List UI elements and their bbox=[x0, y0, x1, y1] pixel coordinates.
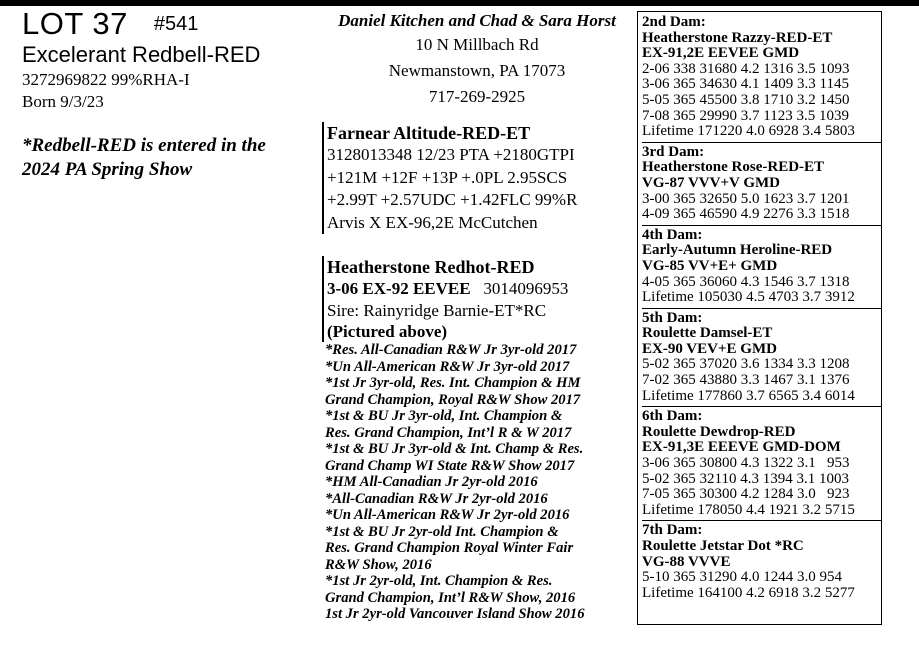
award-line: *1st & BU Jr 3yr-old & Int. Champ & Res. bbox=[325, 441, 584, 457]
show-entry-note: *Redbell-RED is entered in the 2024 PA Spring Show bbox=[22, 135, 266, 180]
award-line: Res. Grand Champion Royal Winter Fair bbox=[325, 540, 574, 556]
dam-label: 7th Dam: bbox=[642, 522, 703, 539]
production-record: 7-02 365 43880 3.3 1467 3.1 1376 bbox=[642, 372, 850, 389]
production-record: 7-08 365 29990 3.7 1123 3.5 1039 bbox=[642, 107, 849, 124]
dam-name: Heatherstone Rose-RED-ET bbox=[642, 159, 825, 176]
production-record: 5-05 365 45500 3.8 1710 3.2 1450 bbox=[642, 91, 850, 108]
production-record: 2-06 338 31680 4.2 1316 3.5 1093 bbox=[642, 60, 850, 77]
lot-number: #541 bbox=[153, 13, 199, 35]
dam-classification: VG-87 VVV+V GMD bbox=[642, 174, 780, 191]
consignor-phone: 717-269-2925 bbox=[428, 87, 526, 106]
animal-name: Excelerant Redbell-RED bbox=[22, 42, 261, 67]
dam-classification: EX-91,3E EEEVE GMD-DOM bbox=[642, 439, 841, 456]
award-line: Res. Grand Champion, Int’l R & W 2017 bbox=[325, 424, 572, 441]
lot-header bbox=[22, 6, 198, 42]
dam-classification: VG-88 VVVE bbox=[642, 553, 731, 570]
award-line: Grand Champ WI State R&W Show 2017 bbox=[325, 457, 575, 474]
dam-block bbox=[322, 256, 637, 342]
consignor-address-1: 10 N Millbach Rd bbox=[415, 35, 539, 54]
sire-line: Arvis X EX-96,2E McCutchen bbox=[327, 212, 538, 232]
dam-classification: VG-85 VV+E+ GMD bbox=[642, 257, 778, 274]
dam-label: 2nd Dam: bbox=[642, 14, 706, 30]
award-line: *HM All-Canadian Jr 2yr-old 2016 bbox=[325, 474, 538, 490]
production-record: 3-06 365 30800 4.3 1322 3.1 953 bbox=[642, 455, 850, 472]
award-line: R&W Show, 2016 bbox=[325, 556, 432, 573]
dam-classification: EX-90 VEV+E GMD bbox=[642, 340, 777, 357]
award-line: *1st Jr 2yr-old, Int. Champion & Res. bbox=[325, 573, 553, 589]
award-line: Grand Champion, Int’l R&W Show, 2016 bbox=[325, 589, 576, 606]
award-line: *Res. All-Canadian R&W Jr 3yr-old 2017 bbox=[325, 342, 577, 358]
consignor-name: Daniel Kitchen and Chad & Sara Horst bbox=[338, 11, 616, 30]
registration-line: 3272969822 99%RHA-I bbox=[22, 70, 190, 89]
production-record: 4-09 365 46590 4.9 2276 3.3 1518 bbox=[642, 206, 850, 223]
dam-section-2nd bbox=[642, 15, 881, 140]
dam-section-4th bbox=[642, 225, 881, 306]
dam-name: Early-Autumn Heroline-RED bbox=[642, 242, 833, 259]
production-record: 5-02 365 32110 4.3 1394 3.1 1003 bbox=[642, 470, 849, 487]
dam-id: 3014096953 bbox=[483, 279, 569, 298]
dam-awards-list bbox=[325, 342, 635, 623]
consignor-block bbox=[322, 10, 632, 110]
dam-name: Heatherstone Razzy-RED-ET bbox=[642, 29, 833, 46]
dam-label: 6th Dam: bbox=[642, 408, 703, 425]
dam-name: Heatherstone Redhot-RED bbox=[327, 257, 535, 277]
sire-line: 3128013348 12/23 PTA +2180GTPI bbox=[327, 145, 575, 164]
sire-name: Farnear Altitude-RED-ET bbox=[327, 123, 531, 143]
dam-label: 5th Dam: bbox=[642, 309, 703, 326]
lifetime-record: Lifetime 178050 4.4 1921 3.2 5715 bbox=[642, 501, 855, 518]
dam-classification: EX-91,2E EEVEE GMD bbox=[642, 45, 800, 62]
sire-line: +121M +12F +13P +.0PL 2.95SCS bbox=[327, 167, 568, 187]
production-record: 3-06 365 34630 4.1 1409 3.3 1145 bbox=[642, 76, 849, 93]
production-record: 4-05 365 36060 4.3 1546 3.7 1318 bbox=[642, 273, 850, 290]
dam-sire: Sire: Rainyridge Barnie-ET*RC bbox=[327, 301, 547, 320]
dam-classification: 3-06 EX-92 EEVEE bbox=[327, 279, 471, 298]
consignor-address-2: Newmanstown, PA 17073 bbox=[388, 61, 566, 80]
lifetime-record: Lifetime 105030 4.5 4703 3.7 3912 bbox=[642, 289, 855, 306]
pictured-note: (Pictured above) bbox=[327, 322, 448, 341]
lifetime-record: Lifetime 164100 4.2 6918 3.2 5277 bbox=[642, 584, 855, 601]
dam-label: 4th Dam: bbox=[642, 226, 703, 243]
award-line: 1st Jr 2yr-old Vancouver Island Show 2016 bbox=[325, 606, 585, 622]
production-record: 5-02 365 37020 3.6 1334 3.3 1208 bbox=[642, 356, 850, 373]
sire-line: +2.99T +2.57UDC +1.42FLC 99%R bbox=[327, 190, 578, 209]
lifetime-record: Lifetime 171220 4.0 6928 3.4 5803 bbox=[642, 123, 855, 140]
pedigree-box bbox=[637, 11, 882, 625]
award-line: *1st & BU Jr 3yr-old, Int. Champion & bbox=[325, 408, 563, 424]
dam-name: Roulette Dewdrop-RED bbox=[642, 423, 796, 440]
award-line: *Un All-American R&W Jr 3yr-old 2017 bbox=[325, 358, 570, 375]
award-line: *1st & BU Jr 2yr-old Int. Champion & bbox=[325, 523, 559, 540]
dam-section-6th bbox=[642, 406, 881, 518]
born-date: Born 9/3/23 bbox=[22, 92, 104, 111]
dam-name: Roulette Damsel-ET bbox=[642, 325, 773, 342]
production-record: 7-05 365 30300 4.2 1284 3.0 923 bbox=[642, 486, 850, 503]
dam-section-7th bbox=[642, 520, 881, 601]
lifetime-record: Lifetime 177860 3.7 6565 3.4 6014 bbox=[642, 387, 855, 404]
sire-block bbox=[322, 122, 637, 234]
dam-classification-line bbox=[327, 278, 637, 300]
production-record: 3-00 365 32650 5.0 1623 3.7 1201 bbox=[642, 190, 850, 207]
award-line: Grand Champion, Royal R&W Show 2017 bbox=[325, 391, 581, 408]
award-line: *1st Jr 3yr-old, Res. Int. Champion & HM bbox=[325, 375, 581, 391]
dam-section-5th bbox=[642, 308, 881, 405]
award-line: *Un All-American R&W Jr 2yr-old 2016 bbox=[325, 507, 570, 523]
dam-section-3rd bbox=[642, 142, 881, 223]
dam-name: Roulette Jetstar Dot *RC bbox=[642, 538, 804, 554]
award-line: *All-Canadian R&W Jr 2yr-old 2016 bbox=[325, 490, 548, 507]
lot-title: LOT 37 bbox=[22, 6, 128, 41]
dam-label: 3rd Dam: bbox=[642, 143, 705, 160]
production-record: 5-10 365 31290 4.0 1244 3.0 954 bbox=[642, 569, 842, 586]
